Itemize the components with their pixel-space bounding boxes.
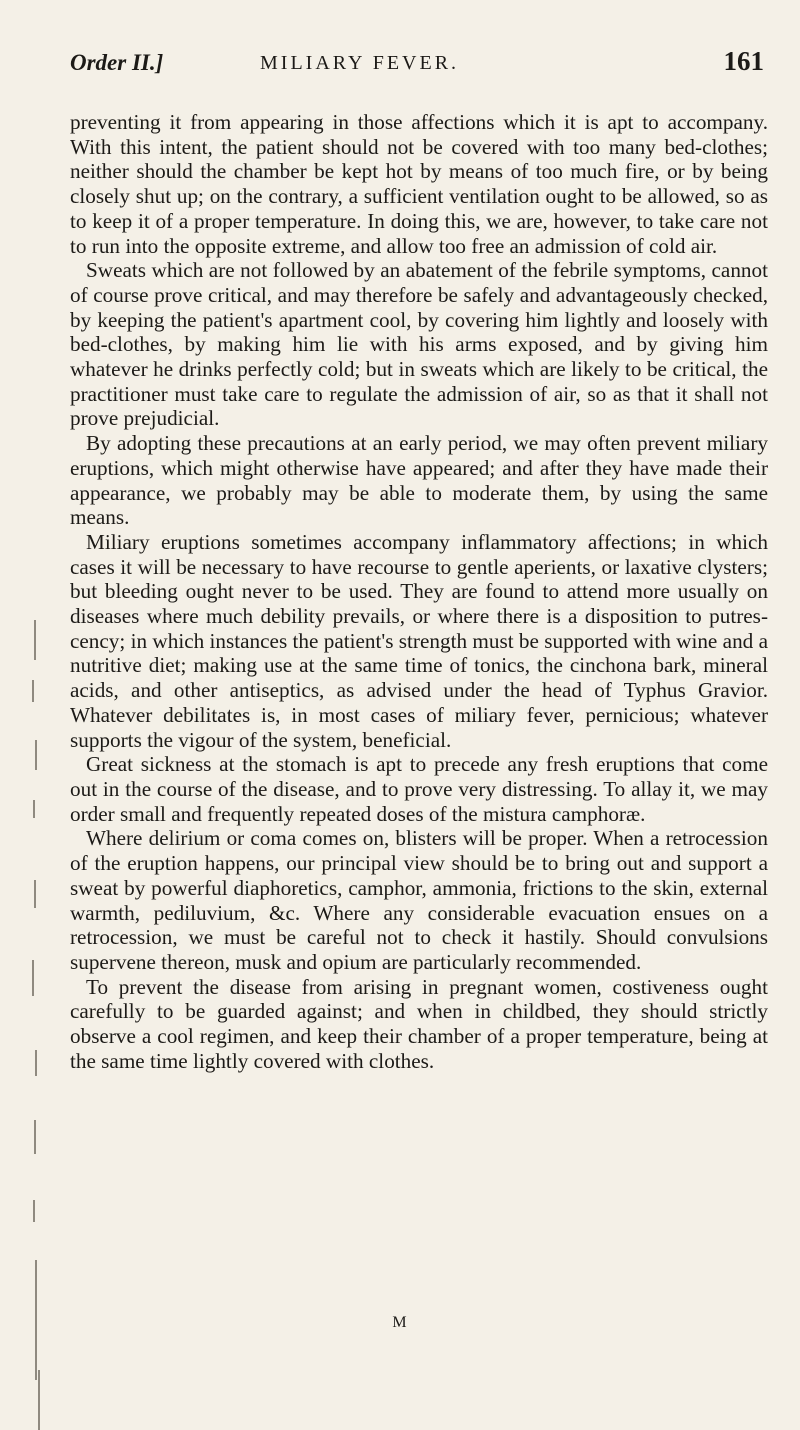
running-header	[70, 44, 770, 84]
section-reference: Order II.]	[70, 50, 164, 75]
binding-gutter-shadow	[30, 360, 66, 1430]
page-number: 161	[723, 46, 764, 76]
paragraph-7: To prevent the disease from arising in pregnant women, costiveness ought carefully to be guarded against; and when in childbed, they should strictly observe a cool regimen, and keep their chamber of a proper temperature, being at the same time lightly covered with clothes.	[70, 974, 768, 1073]
paragraph-1: preventing it from appearing in those affections which it is apt to accompany. With this intent, the patient should not be covered with too many bed-clothes; neither should the chamber be kept hot by means of too much fire, or by being closely shut up; on the contrary, a sufficient ventilation ought to be allowed, so as to keep it of a proper temperature. In doing this, we are, however, to take care not to run into the opposite extreme, and allow too free an admission of cold air.	[70, 110, 768, 258]
body-text	[70, 110, 768, 1073]
signature-mark: M	[392, 1314, 408, 1331]
paragraph-4: Miliary eruptions sometimes accompany inflammatory affections; in which cases it will be necessary to have recourse to gentle aperients, or laxative clysters; but bleeding ought never to be used. They are found to attend more usually on diseases where much debility prevails, or where there is a disposition to putrescency; in which instances the patient's strength must be supported with wine and a nutritive diet; making use at the same time of tonics, the cinchona bark, mineral acids, and other antiseptics, as advised under the head of Typhus Gravior. Whatever debilitates is, in most cases of miliary fever, pernicious; whatever supports the vigour of the system, beneficial.	[70, 529, 768, 752]
paragraph-2: Sweats which are not followed by an abatement of the febrile symptoms, cannot of course prove critical, and may therefore be safely and advantageously checked, by keeping the patient's apartment cool, by covering him lightly and loosely with bed-clothes, by making him lie with his arms exposed, and by giving him whatever he drinks perfectly cold; but in sweats which are likely to be critical, the practitioner must take care to regulate the admission of air, so as that it shall not prove prejudicial.	[70, 258, 768, 431]
paragraph-6: Where delirium or coma comes on, blisters will be proper. When a retrocession of the eruption happens, our principal view should be to bring out and support a sweat by powerful diaphoretics, camphor, ammonia, frictions to the skin, external warmth, pediluvium, &c. Where any considerable evacuation ensues on a retrocession, we must be careful not to check it hastily. Should convulsions supervene thereon, musk and opium are particularly recommended.	[70, 826, 768, 974]
running-title: MILIARY FEVER.	[260, 52, 460, 74]
paragraph-3: By adopting these precautions at an early period, we may often prevent miliary eruptions, which might otherwise have appeared; and after they have made their appearance, we probably may be able to moderate them, by using the same means.	[70, 431, 768, 530]
paragraph-5: Great sickness at the stomach is apt to precede any fresh eruptions that come out in the course of the disease, and to prove very distressing. To allay it, we may order small and frequently repeated doses of the mistura camphoræ.	[70, 752, 768, 826]
